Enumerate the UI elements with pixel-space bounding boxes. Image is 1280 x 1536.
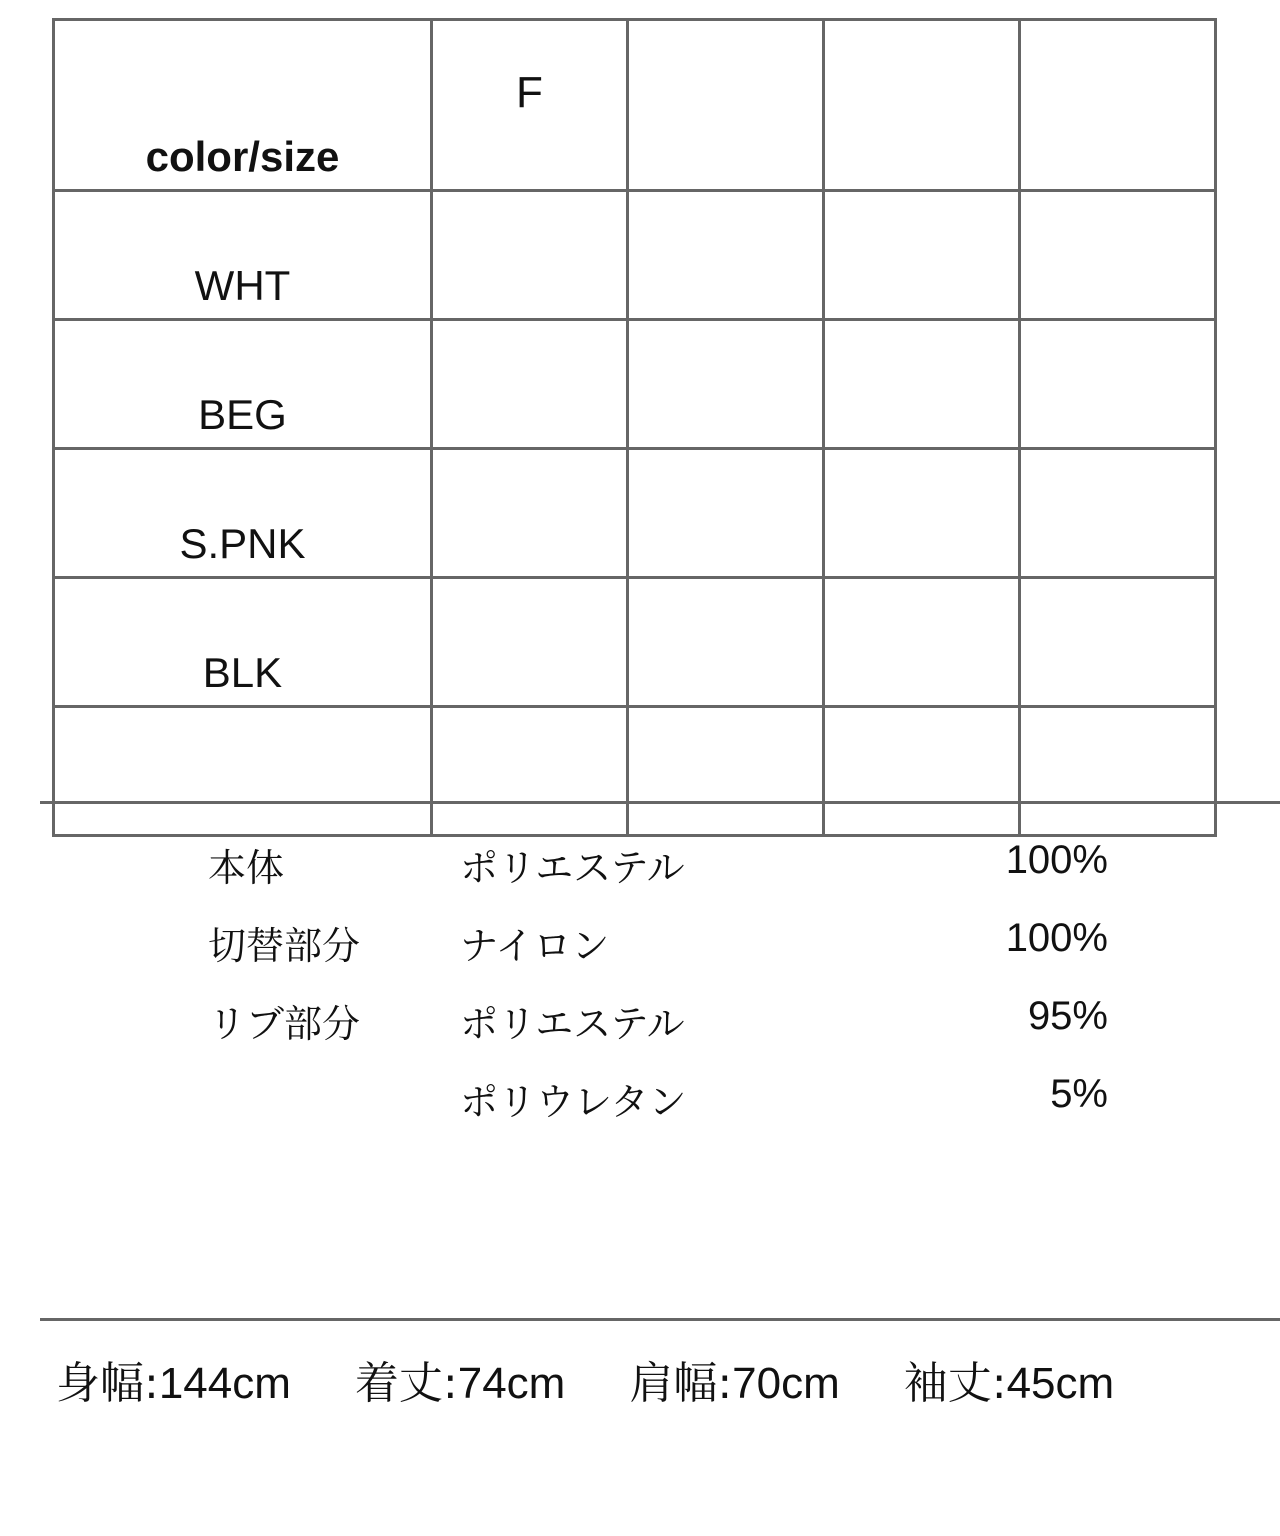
material-percent: 100%: [1005, 916, 1108, 960]
size-header-empty: [1020, 20, 1216, 191]
table-cell: [824, 578, 1020, 707]
measurement-shoulder-width: [629, 1352, 839, 1416]
measurement-label: 肩幅:: [629, 1358, 733, 1409]
materials-list: [0, 838, 1280, 1150]
table-header-row: [54, 20, 1216, 191]
table-cell: [1020, 191, 1216, 320]
color-size-header: color/size: [54, 20, 432, 191]
measurement-label: 着丈:: [354, 1358, 458, 1409]
color-name: WHT: [54, 191, 432, 320]
measurements: [56, 1352, 1164, 1416]
measurement-value: 70cm: [732, 1359, 840, 1408]
table-cell: [824, 707, 1020, 836]
material-percent: 100%: [1005, 838, 1108, 882]
color-name: S.PNK: [54, 449, 432, 578]
material-fiber: ポリエステル: [460, 846, 685, 890]
material-row: [0, 916, 1280, 994]
measurement-length: [355, 1352, 565, 1416]
size-header-empty: [824, 20, 1020, 191]
table-row: [54, 320, 1216, 449]
measurement-sleeve-length: [904, 1352, 1114, 1416]
table-cell: [824, 449, 1020, 578]
table-cell: [432, 191, 628, 320]
measurement-value: 74cm: [457, 1359, 566, 1408]
table-cell: [1020, 707, 1216, 836]
table-cell: [432, 320, 628, 449]
material-part: 本体: [208, 846, 285, 890]
size-header-empty: [628, 20, 824, 191]
measurement-label: 袖丈:: [903, 1358, 1007, 1409]
table-cell: [824, 320, 1020, 449]
table-cell: [628, 578, 824, 707]
material-percent: 95%: [1027, 994, 1108, 1038]
table-cell: [1020, 320, 1216, 449]
table-cell: [628, 320, 824, 449]
table-cell: [824, 191, 1020, 320]
material-row: [0, 838, 1280, 916]
measurement-body-width: [56, 1352, 291, 1416]
material-fiber: ポリウレタン: [460, 1080, 687, 1124]
color-name: BEG: [54, 320, 432, 449]
table-row: [54, 707, 1216, 836]
table-cell: [1020, 578, 1216, 707]
material-fiber: ポリエステル: [460, 1002, 685, 1046]
material-part: リブ部分: [208, 1002, 361, 1046]
color-name: [54, 707, 432, 836]
table-cell: [432, 707, 628, 836]
table-row: [54, 191, 1216, 320]
table-row: [54, 578, 1216, 707]
size-header-f: F: [432, 20, 628, 191]
material-percent: 5%: [1050, 1072, 1108, 1116]
divider: [40, 1318, 1280, 1321]
table-cell: [628, 191, 824, 320]
table-row: [54, 449, 1216, 578]
material-fiber: ナイロン: [460, 924, 610, 968]
divider: [40, 801, 1280, 804]
measurement-label: 身幅:: [56, 1358, 159, 1409]
measurement-value: 144cm: [158, 1359, 291, 1408]
material-row: [0, 994, 1280, 1072]
table-cell: [628, 449, 824, 578]
table-cell: [1020, 449, 1216, 578]
material-row: [0, 1072, 1280, 1150]
color-name: BLK: [54, 578, 432, 707]
table-cell: [628, 707, 824, 836]
material-part: 切替部分: [208, 924, 361, 968]
size-table: [52, 18, 1217, 837]
table-cell: [432, 449, 628, 578]
measurement-value: 45cm: [1006, 1359, 1115, 1408]
table-cell: [432, 578, 628, 707]
